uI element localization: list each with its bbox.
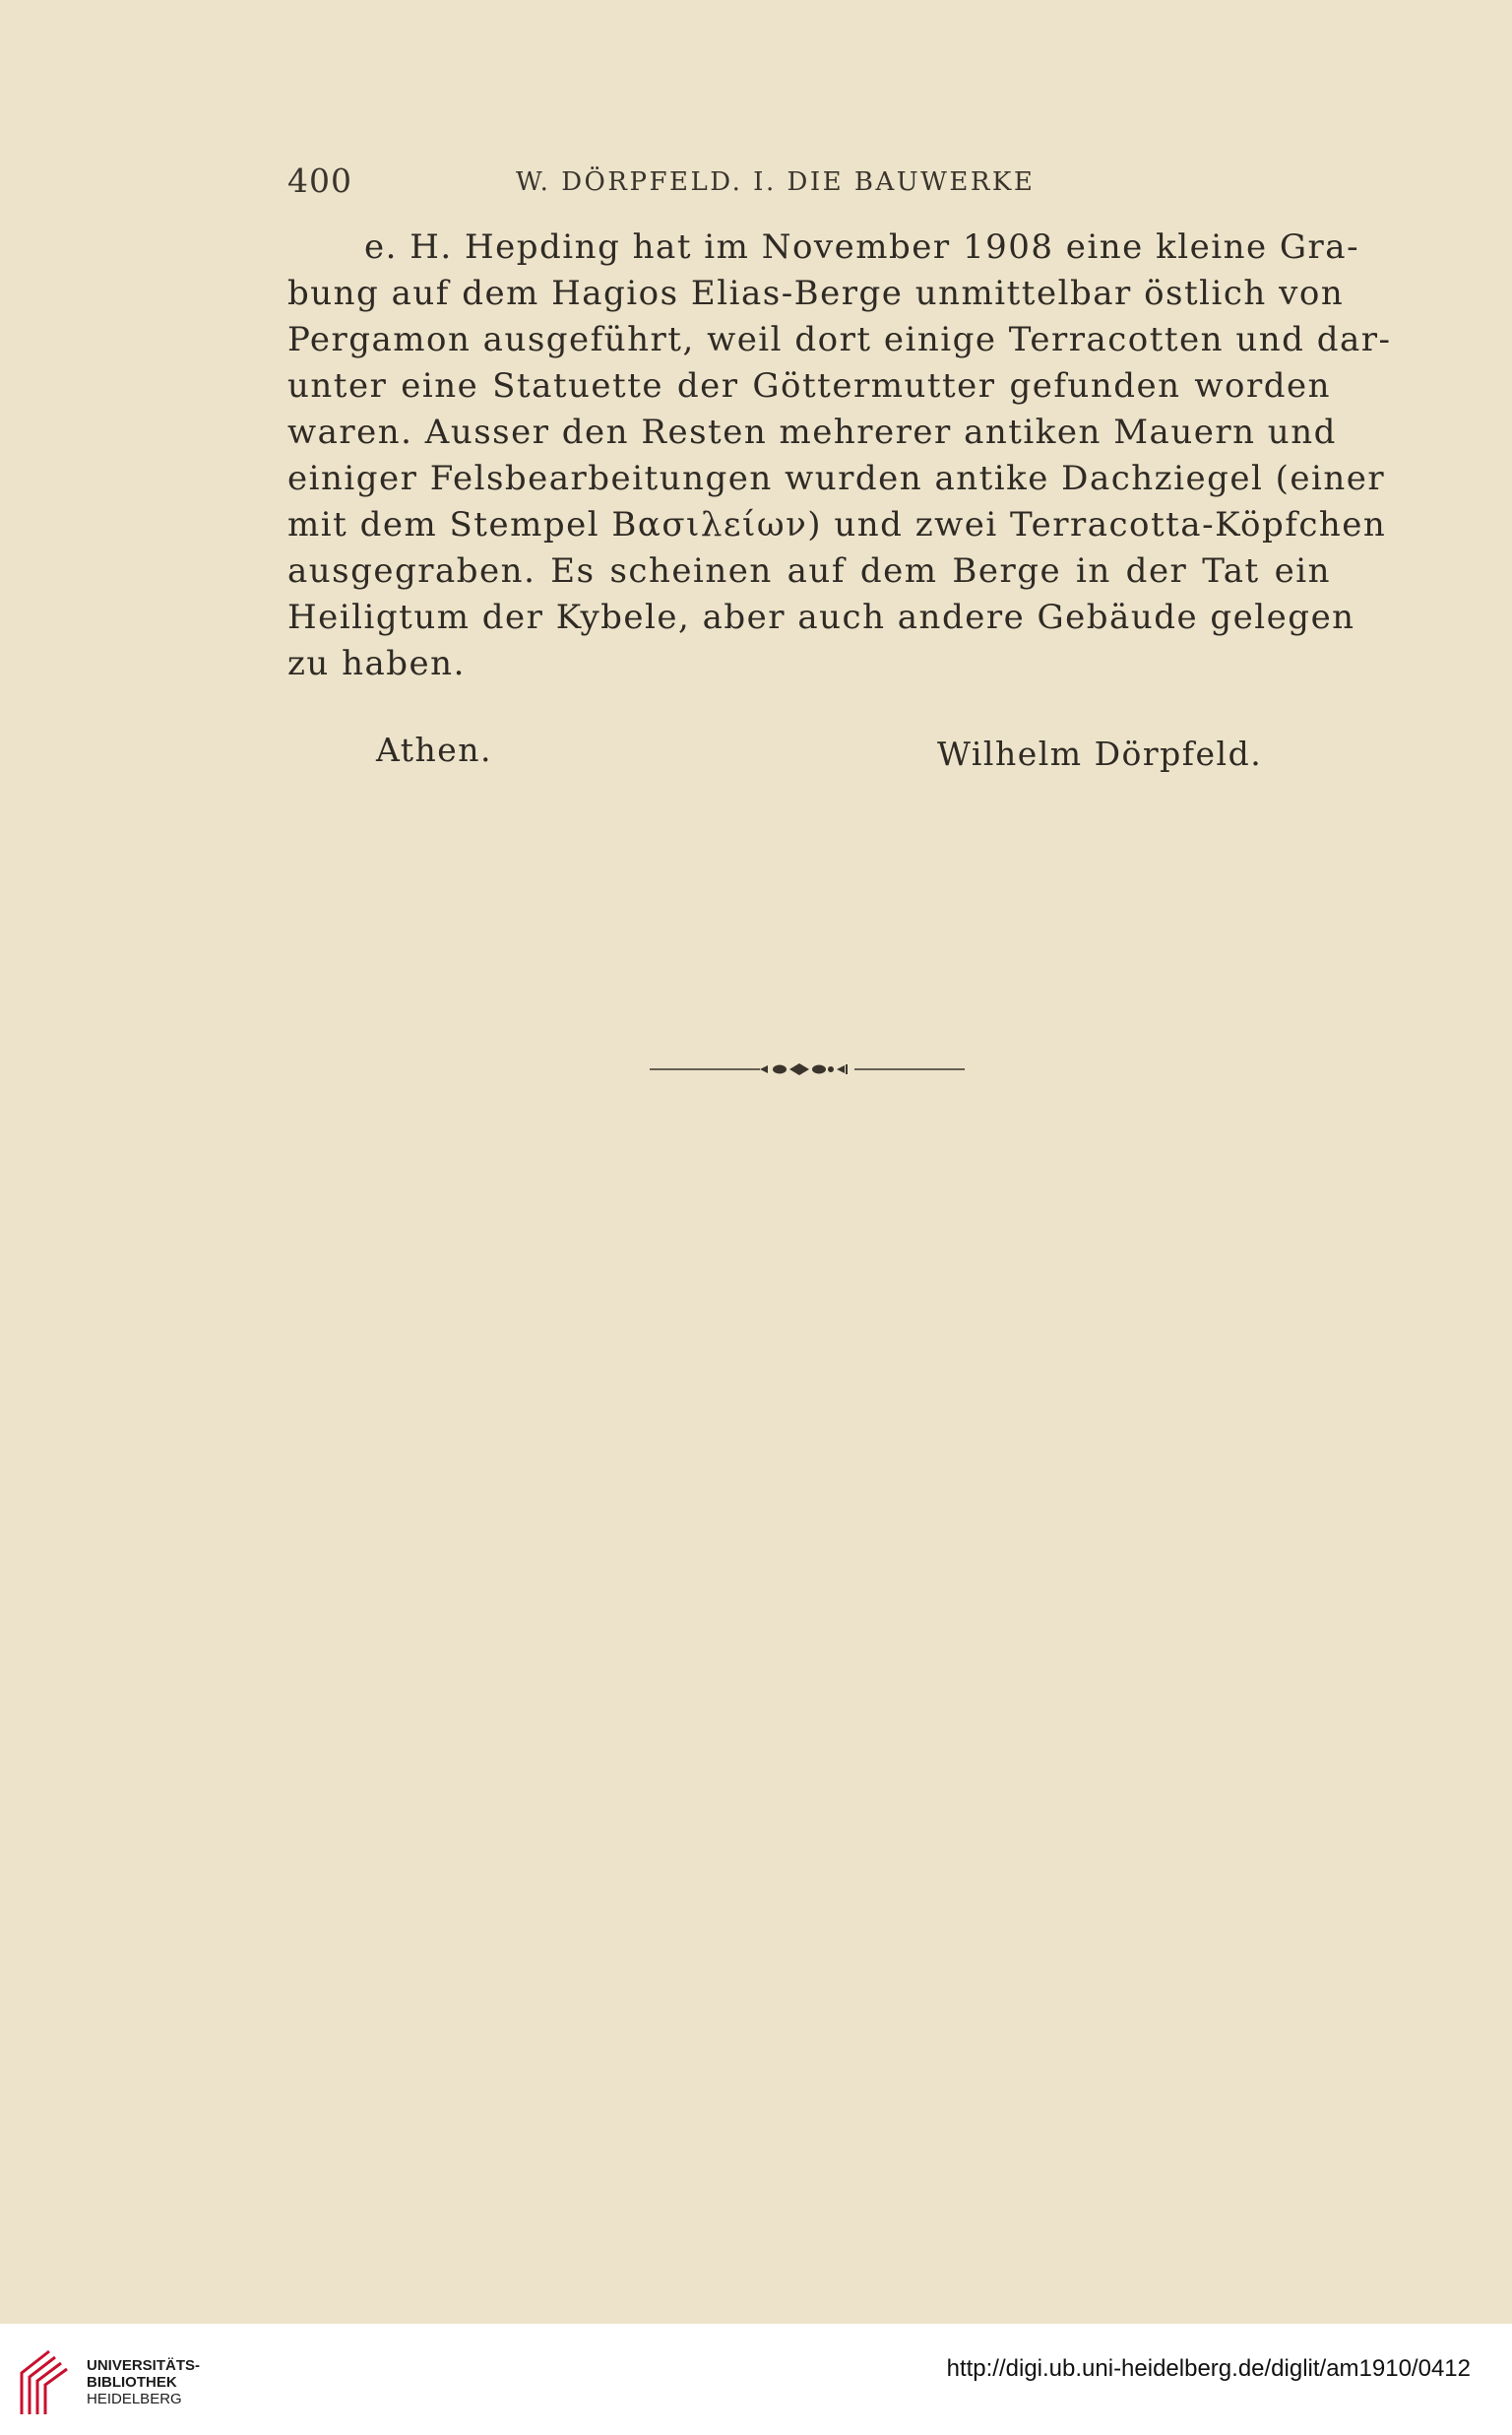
library-name-line: BIBLIOTHEK	[87, 2374, 177, 2391]
text-line: Pergamon ausgeführt, weil dort einige Terracotten und dar-	[287, 320, 1392, 359]
place-name: Athen.	[376, 731, 493, 769]
text-line: zu haben.	[287, 644, 466, 683]
source-url-link[interactable]: http://digi.ub.uni-heidelberg.de/diglit/am1910/0412	[946, 2355, 1471, 2382]
library-name	[87, 2357, 200, 2407]
library-logo-icon	[16, 2345, 79, 2416]
end-ornament-divider	[650, 1057, 965, 1081]
author-signature: Wilhelm Dörpfeld.	[937, 735, 1263, 773]
body-paragraph	[287, 224, 1392, 687]
text-line: ausgegraben. Es scheinen auf dem Berge in der Tat ein	[287, 551, 1331, 591]
text-line: unter eine Statuette der Göttermutter gefunden worden	[287, 366, 1331, 406]
library-name-line: UNIVERSITÄTS-	[87, 2357, 201, 2374]
page-header	[287, 161, 1331, 211]
library-footer	[0, 2324, 1512, 2435]
text-line: Heiligtum der Kybele, aber auch andere Gebäude gelegen	[287, 598, 1355, 637]
text-line: mit dem Stempel Βασιλείων) und zwei Terracotta-Köpfchen	[287, 505, 1387, 545]
text-line: waren. Ausser den Resten mehrerer antiken Mauern und	[287, 413, 1337, 452]
page-number: 400	[287, 161, 352, 200]
text-line: bung auf dem Hagios Elias-Berge unmittelbar östlich von	[287, 274, 1345, 313]
running-head: W. DÖRPFELD. I. DIE BAUWERKE	[516, 167, 1036, 197]
library-name-line: HEIDELBERG	[87, 2391, 182, 2407]
text-line: e. H. Hepding hat im November 1908 eine kleine Gra-	[364, 227, 1360, 267]
closing-signature	[0, 731, 1512, 780]
text-line: einiger Felsbearbeitungen wurden antike Dachziegel (einer	[287, 459, 1386, 498]
